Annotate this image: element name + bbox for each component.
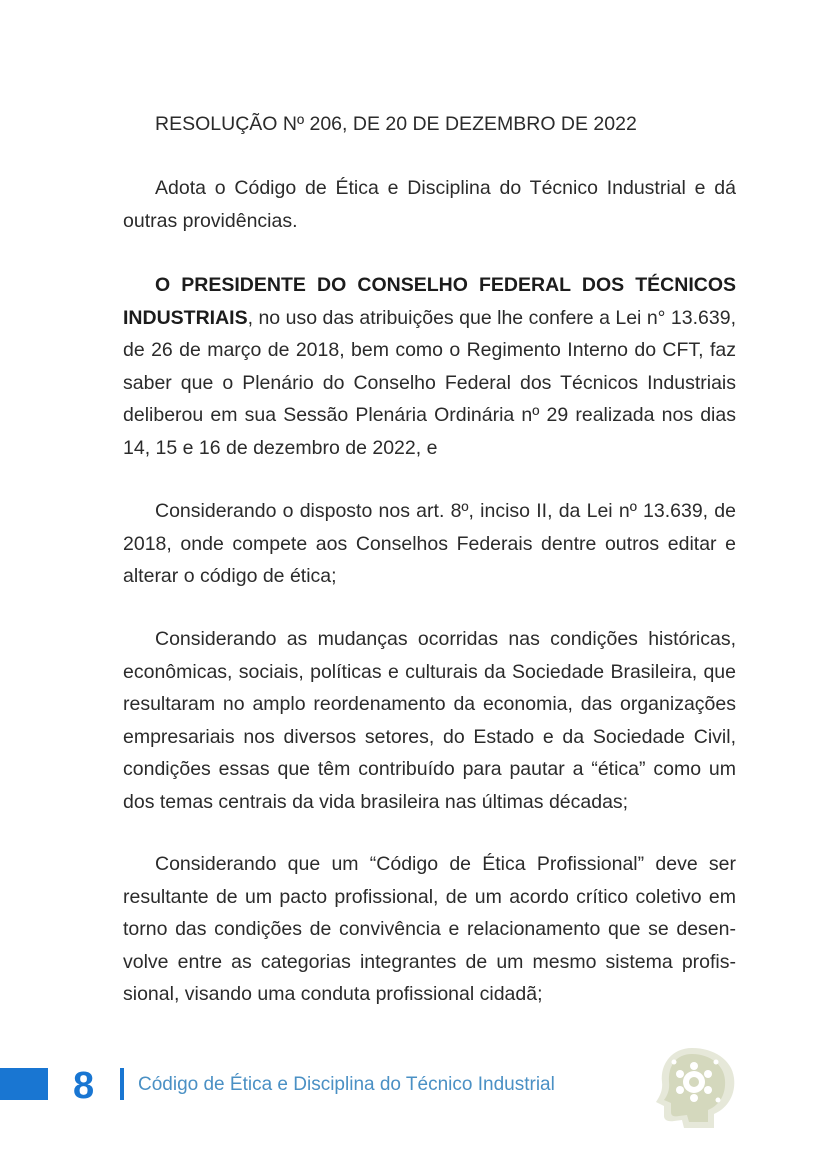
paragraph-line: Considerando que um “Código de Ética Profissional” deve ser — [155, 853, 736, 875]
preamble-line: saber que o Plenário do Conselho Federal dos Técnicos Industriais — [123, 371, 736, 394]
paragraph-line: Considerando as mudanças ocorridas nas condições históricas, — [155, 628, 736, 650]
resolution-summary — [123, 172, 736, 237]
paragraph-line: alterar o código de ética; — [123, 565, 337, 587]
heading-line: RESOLUÇÃO Nº 206, DE 20 DE DEZEMBRO DE 2022 — [155, 113, 637, 135]
paragraph-line: torno das condições de convivência e relacionamento que se desen- — [123, 918, 736, 940]
footer-accent-bar — [0, 1068, 48, 1100]
preamble-rest: , no uso das atribuições que lhe confere a Lei n° 13.639, — [247, 306, 736, 329]
paragraph-line: empresariais nos diversos setores, do Estado e da Sociedade Civil, — [123, 725, 736, 748]
paragraph-line: dos temas centrais da vida brasileira nas últimas décadas; — [123, 790, 629, 813]
preamble-line: 14, 15 e 16 de dezembro de 2022, e — [123, 436, 438, 459]
resolution-heading — [123, 108, 736, 141]
summary-line: Adota o Código de Ética e Disciplina do Técnico Industrial e dá — [155, 177, 736, 199]
paragraph-line: Considerando o disposto nos art. 8º, inciso II, da Lei nº 13.639, de — [155, 500, 736, 522]
paragraph-line: condições essas que têm contribuído para pautar a “ética” como um — [123, 758, 736, 780]
footer-separator — [120, 1068, 124, 1100]
considerando-paragraph-3 — [123, 848, 736, 1011]
paragraph-line: 2018, onde compete aos Conselhos Federais dentre outros editar e — [123, 532, 736, 555]
paragraph-line: econômicas, sociais, políticas e culturais da Sociedade Brasileira, que — [123, 660, 736, 683]
considerando-paragraph-2 — [123, 623, 736, 818]
footer-title: Código de Ética e Disciplina do Técnico Industrial — [138, 1074, 555, 1095]
preamble-line — [123, 302, 736, 335]
preamble-paragraph — [123, 269, 736, 464]
paragraph-line: sional, visando uma conduta profissional cidadã; — [123, 983, 543, 1005]
considerando-paragraph-1 — [123, 495, 736, 593]
summary-line: outras providências. — [123, 209, 298, 232]
paragraph-line: resultaram no amplo reordenamento da economia, das organizações — [123, 693, 736, 715]
page-number: 8 — [73, 1065, 95, 1107]
paragraph-line: resultante de um pacto profissional, de um acordo crítico coletivo em — [123, 885, 736, 908]
preamble-bold-start: INDUSTRIAIS — [123, 306, 248, 329]
preamble-line: de 26 de março de 2018, bem como o Regimento Interno do CFT, faz — [123, 339, 736, 361]
paragraph-line: volve entre as categorias integrantes de um mesmo sistema profis- — [123, 950, 736, 973]
preamble-bold-line: O PRESIDENTE DO CONSELHO FEDERAL DOS TÉCNICOS — [155, 274, 736, 296]
preamble-line: deliberou em sua Sessão Plenária Ordinária nº 29 realizada nos dias — [123, 404, 736, 426]
head-gear-icon — [652, 1040, 742, 1130]
